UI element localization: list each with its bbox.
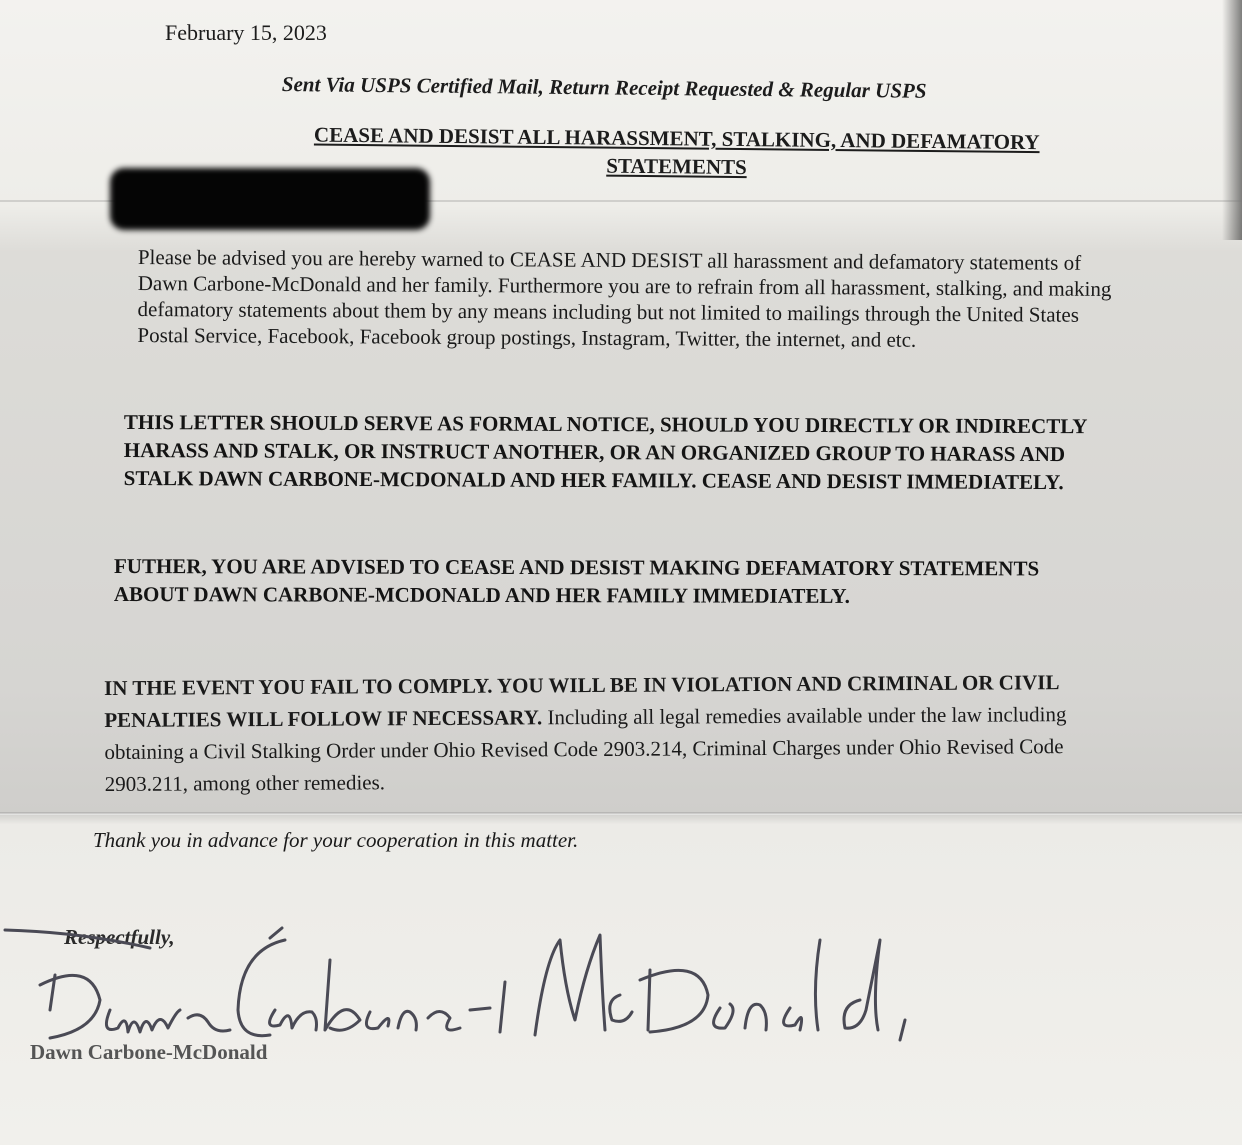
printed-name: Dawn Carbone-McDonald bbox=[30, 1040, 268, 1064]
heading-line-1: CEASE AND DESIST ALL HARASSMENT, STALKING, AND DEFAMATORY bbox=[313, 122, 1040, 155]
fold-line-bottom bbox=[0, 812, 1242, 815]
paragraph-4 bbox=[104, 666, 1135, 800]
thanks-line: Thank you in advance for your cooperation in this matter. bbox=[93, 828, 579, 852]
heading-line-2: STATEMENTS bbox=[606, 153, 747, 180]
letter-date: February 15, 2023 bbox=[165, 20, 327, 45]
paragraph-4-bold: IN THE EVENT YOU FAIL TO COMPLY. YOU WILL BE IN VIOLATION AND CRIMINAL OR CIVIL PENALTIES WILL FOLLOW IF NECESSARY. bbox=[104, 670, 1059, 732]
paragraph-1: Please be advised you are hereby warned to CEASE AND DESIST all harassment and defamatory statements of Dawn Carbone-McDonald and her family. Furthermore you are to refrain from all harassment, stalking, and making defamatory statements about them by any means including but not limited to mailings through the United States Postal Service, Facebook, Facebook group postings, Instagram, Twitter, the internet, and etc. bbox=[137, 244, 1112, 352]
closing: Respectfully, bbox=[64, 925, 175, 949]
redacted-salutation bbox=[110, 168, 430, 230]
page-edge-shadow bbox=[1222, 0, 1242, 240]
paragraph-2: THIS LETTER SHOULD SERVE AS FORMAL NOTICE, SHOULD YOU DIRECTLY OR INDIRECTLY HARASS AND STALK, OR INSTRUCT ANOTHER, OR AN ORGANIZED GROUP TO HARASS AND STALK DAWN CARBONE-MCDONALD AND HER FAMILY. CEASE AND DESIST IMMEDIATELY. bbox=[123, 409, 1087, 495]
paragraph-3: FUTHER, YOU ARE ADVISED TO CEASE AND DESIST MAKING DEFAMATORY STATEMENTS ABOUT DAWN CARBONE-MCDONALD AND HER FAMILY IMMEDIATELY. bbox=[113, 554, 1040, 608]
delivery-method: Sent Via USPS Certified Mail, Return Receipt Requested & Regular USPS bbox=[281, 72, 927, 103]
handwritten-signature bbox=[0, 900, 1000, 1080]
paragraph-4-rest: Including all legal remedies available under the law including obtaining a Civil Stalking Order under Ohio Revised Code 2903.214, Criminal Charges under Ohio Revised Code 2903.211, among other remedies. bbox=[104, 702, 1067, 796]
